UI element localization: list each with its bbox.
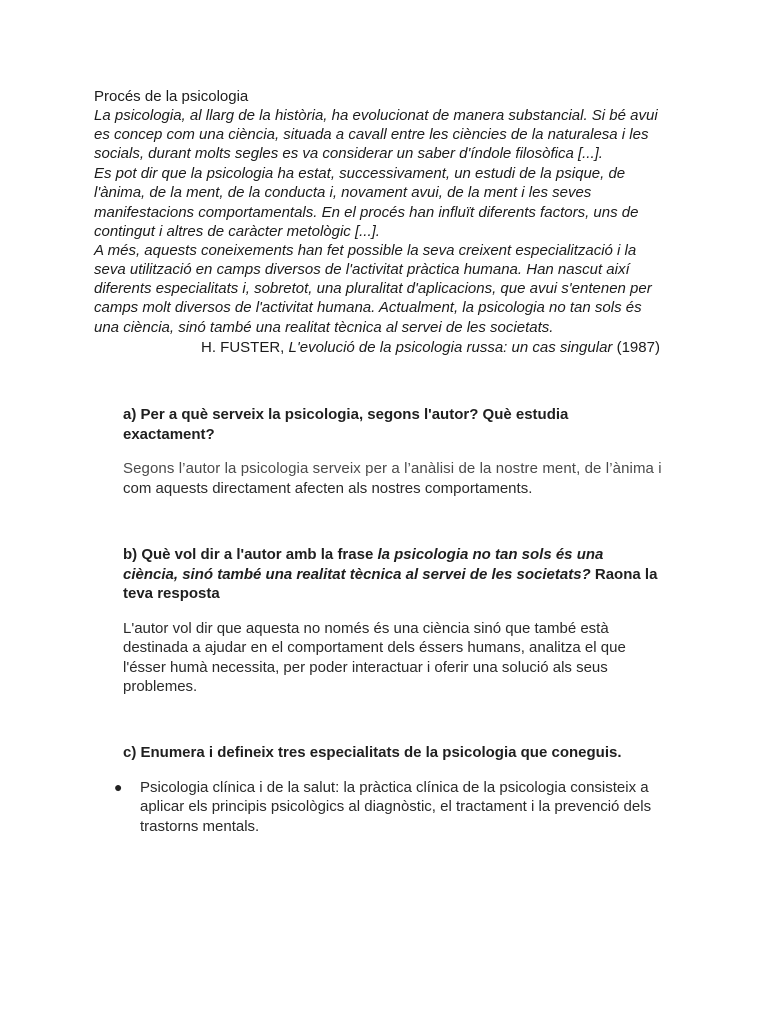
quote-line: contingut i altres de caràcter metològic [...]. bbox=[94, 223, 380, 240]
answer-c-bullet-line: Psicologia clínica i de la salut: la pràctica clínica de la psicologia consisteix a bbox=[140, 779, 649, 796]
question-b-line: teva resposta bbox=[123, 585, 220, 602]
answer-b-line: problemes. bbox=[123, 678, 198, 695]
answer-c-bullet-line: aplicar els principis psicològics al diagnòstic, el tractament i la prevenció dels bbox=[140, 798, 652, 815]
bullet-icon: ● bbox=[114, 779, 123, 795]
question-a-line: a) Per a què serveix la psicologia, segons l'autor? Què estudia bbox=[123, 406, 569, 423]
answer-a-line: Segons l’autor la psicologia serveix per a l’anàlisi de la nostre ment, de l’ànima i bbox=[123, 460, 662, 477]
quote-line: diferents especialitats i, sobretot, una pluralitat d'aplicacions, que avui s'entenen per bbox=[94, 280, 652, 297]
answer-c-bullet-line: trastorns mentals. bbox=[140, 818, 260, 835]
citation-author: H. FUSTER, bbox=[201, 339, 289, 356]
question-c-line: c) Enumera i defineix tres especialitats de la psicologia que coneguis. bbox=[123, 744, 622, 761]
question-b-prefix: b) Què vol dir a l'autor amb la frase bbox=[123, 546, 378, 563]
quote-line: La psicologia, al llarg de la història, ha evolucionat de manera substancial. Si bé avui bbox=[94, 107, 658, 124]
question-b-line bbox=[123, 545, 603, 564]
question-b-quote: la psicologia no tan sols és una bbox=[377, 546, 604, 563]
quote-line: manifestacions comportamentals. En el procés han influït diferents factors, uns de bbox=[94, 204, 639, 221]
document-title: Procés de la psicologia bbox=[94, 88, 249, 105]
answer-b-line: destinada a ajudar en el comportament dels éssers humans, analitza el que bbox=[123, 639, 626, 656]
question-b-quote: ciència, sinó també una realitat tècnica al servei de les societats? bbox=[123, 566, 591, 583]
question-b-suffix: Raona la bbox=[590, 566, 658, 583]
quote-line: Es pot dir que la psicologia ha estat, successivament, un estudi de la psique, de bbox=[94, 165, 626, 182]
quote-line: una ciència, sinó també una realitat tècnica al servei de les societats. bbox=[94, 319, 554, 336]
quote-line: A més, aquests coneixements han fet possible la seva creixent especialització i la bbox=[94, 242, 637, 259]
answer-a-line: com aquests directament afecten als nostres comportaments. bbox=[123, 480, 533, 497]
question-b-line bbox=[123, 565, 657, 584]
quote-line: socials, durant molts segles es va considerar un saber d'índole filosòfica [...]. bbox=[94, 145, 603, 162]
citation-work: L'evolució de la psicologia russa: un cas singular bbox=[288, 339, 613, 356]
question-a-line: exactament? bbox=[123, 426, 215, 443]
answer-b-line: l'ésser humà necessita, per poder interactuar i oferir una solució als seus bbox=[123, 659, 608, 676]
quote-line: camps molt diversos de l'activitat humana. Actualment, la psicologia no tan sols és bbox=[94, 299, 642, 316]
answer-b-line: L'autor vol dir que aquesta no només és una ciència sinó que també està bbox=[123, 620, 609, 637]
citation bbox=[201, 338, 660, 357]
quote-line: l'ànima, de la ment, de la conducta i, novament avui, de la ment i les seves bbox=[94, 184, 592, 201]
citation-year: (1987) bbox=[612, 339, 660, 356]
quote-line: seva utilització en camps diversos de l'activitat pràctica humana. Han nascut així bbox=[94, 261, 630, 278]
quote-line: es concep com una ciència, situada a cavall entre les ciències de la naturalesa i les bbox=[94, 126, 649, 143]
